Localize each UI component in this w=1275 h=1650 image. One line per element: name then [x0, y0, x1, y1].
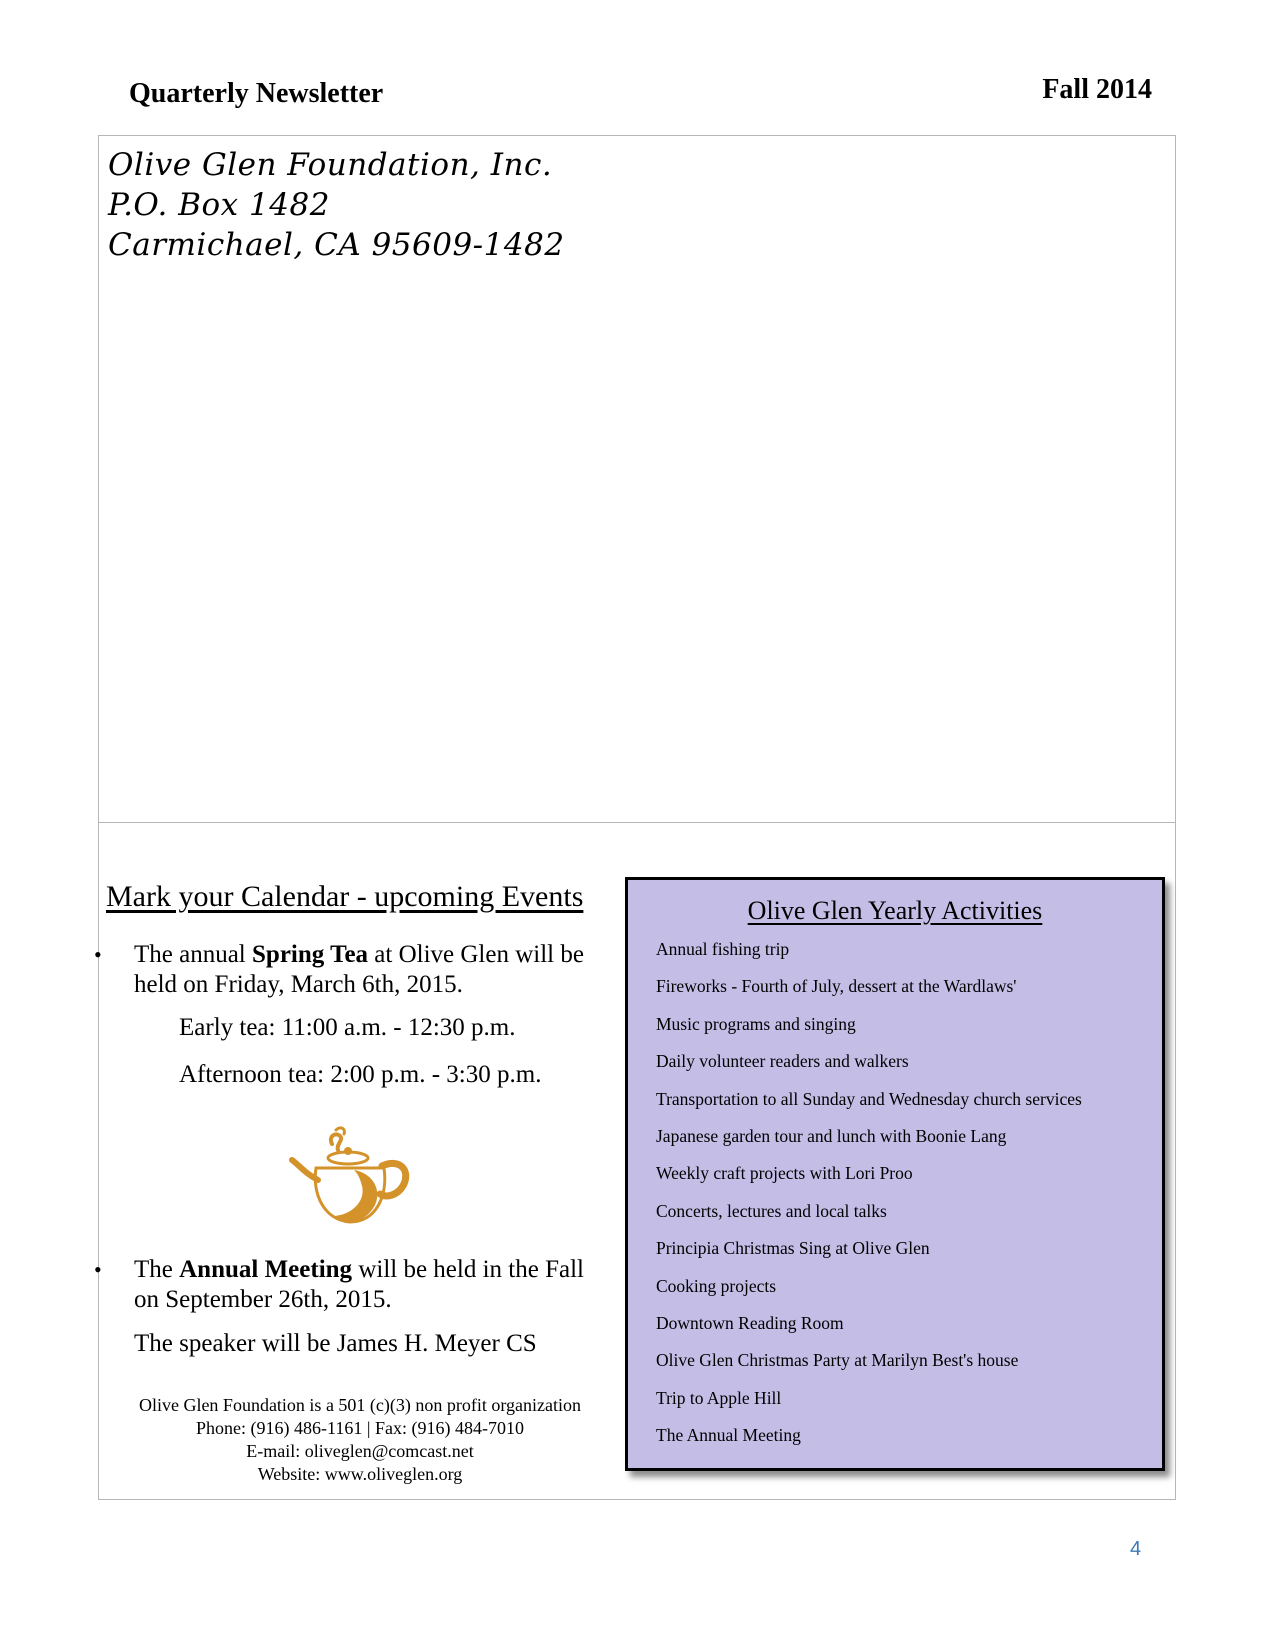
activity-item: Music programs and singing — [656, 1013, 856, 1034]
activity-item: Transportation to all Sunday and Wednesday church services — [656, 1088, 1082, 1109]
activity-item: Weekly craft projects with Lori Proo — [656, 1163, 913, 1184]
early-tea-time: Early tea: 11:00 a.m. - 12:30 p.m. — [179, 1014, 516, 1041]
activity-item: Japanese garden tour and lunch with Boonie Lang — [656, 1125, 1007, 1146]
website-link[interactable]: Website: www.oliveglen.org — [257, 1464, 463, 1484]
activity-item: The Annual Meeting — [656, 1425, 801, 1446]
activities-list — [656, 938, 1082, 1461]
activity-item: Fireworks - Fourth of July, dessert at the Wardlaws' — [656, 976, 1017, 997]
annual-meeting-announcement — [134, 1255, 604, 1315]
activity-item: Olive Glen Christmas Party at Marilyn Best's house — [656, 1350, 1019, 1371]
activity-item: Daily volunteer readers and walkers — [656, 1051, 909, 1072]
address-line-organization: Olive Glen Foundation, Inc. — [108, 147, 553, 183]
spring-tea-announcement — [134, 940, 604, 1000]
nonprofit-statement: Olive Glen Foundation is a 501 (c)(3) non profit organization — [138, 1395, 582, 1415]
issue-season: Fall 2014 — [1042, 74, 1152, 105]
address-line-po-box: P.O. Box 1482 — [108, 187, 330, 223]
yearly-activities-box — [625, 877, 1165, 1471]
annual-meeting-suffix: will be held in the Fall on September 26th, 2015. — [134, 1256, 584, 1313]
phone-fax: Phone: (916) 486-1161 | Fax: (916) 484-7010 — [196, 1418, 524, 1438]
activity-item: Cooking projects — [656, 1275, 777, 1296]
activity-item: Concerts, lectures and local talks — [656, 1200, 887, 1221]
bullet-marker: • — [94, 942, 102, 967]
activity-item: Annual fishing trip — [656, 939, 790, 959]
email-link[interactable]: E-mail: oliveglen@comcast.net — [246, 1441, 474, 1461]
afternoon-tea-time: Afternoon tea: 2:00 p.m. - 3:30 p.m. — [179, 1061, 542, 1088]
activity-item: Downtown Reading Room — [656, 1312, 844, 1333]
speaker-line: The speaker will be James H. Meyer CS — [134, 1330, 537, 1357]
activity-item: Trip to Apple Hill — [656, 1387, 782, 1408]
annual-meeting-label: Annual Meeting — [179, 1256, 353, 1283]
page-number: 4 — [1130, 1538, 1142, 1560]
spring-tea-prefix: The annual — [134, 941, 253, 968]
newsletter-title: Quarterly Newsletter — [129, 78, 384, 109]
bullet-marker: • — [94, 1257, 102, 1282]
activity-item: Principia Christmas Sing at Olive Glen — [656, 1238, 930, 1259]
teapot-icon — [288, 1124, 414, 1228]
activities-title: Olive Glen Yearly Activities — [747, 896, 1043, 925]
calendar-heading: Mark your Calendar - upcoming Events — [106, 880, 584, 913]
spring-tea-suffix: at Olive Glen will be held on Friday, March 6th, 2015. — [134, 941, 584, 998]
address-line-city: Carmichael, CA 95609-1482 — [108, 227, 565, 263]
spring-tea-label: Spring Tea — [252, 941, 369, 968]
annual-meeting-prefix: The — [134, 1256, 180, 1283]
